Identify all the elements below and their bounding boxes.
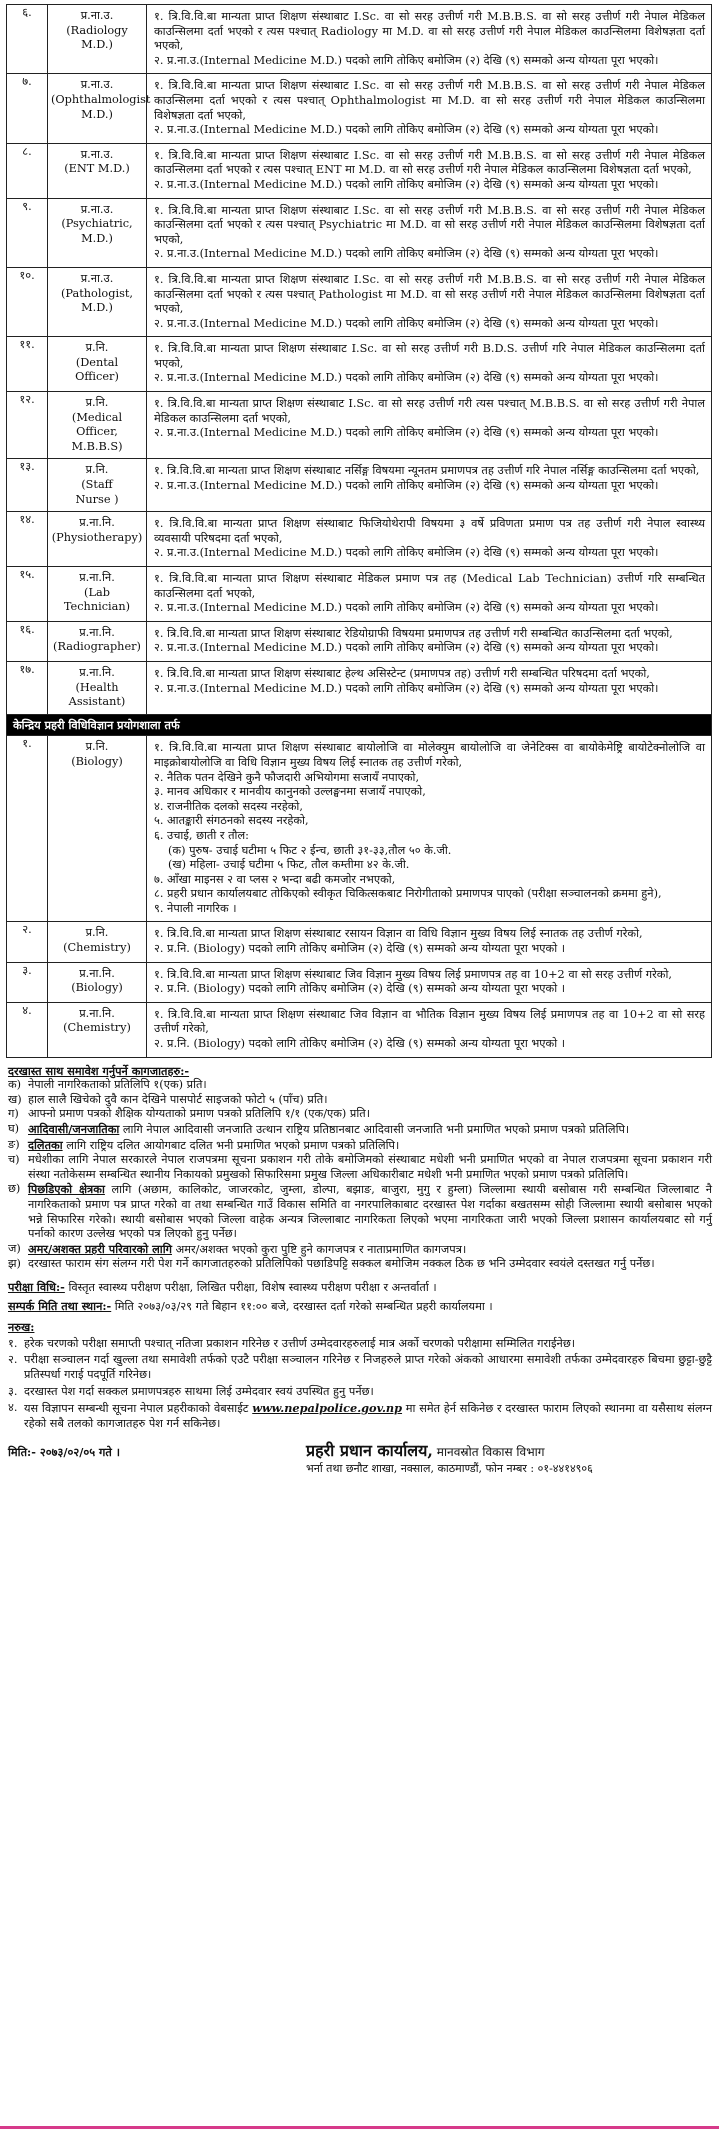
document-item-text xyxy=(28,1257,712,1272)
note-item-body: हरेक चरणको परीक्षा समाप्ती पश्चात् नतिजा प्रकाशन गरिनेछ र उत्तीर्ण उम्मेदवारहरुलाई मात्र अर्को चरणको परीक्षामा सम्मिलित गराईनेछ। xyxy=(24,1336,576,1350)
contact-text: मिति २०७३/०३/२९ गते बिहान ११:०० बजे, दरखास्त दर्ता गरेको सम्बन्धित प्रहरी कार्यालयमा । xyxy=(111,1299,493,1313)
post-line: (Biology) xyxy=(71,981,123,995)
document-item-label: छ) xyxy=(8,1182,21,1196)
serial-number: १४. xyxy=(7,512,48,567)
note-item-label: १. xyxy=(8,1336,18,1350)
serial-number: ११. xyxy=(7,337,48,392)
note-item xyxy=(8,1337,712,1352)
post-line: (Dental xyxy=(75,355,119,369)
document-item-label: ङ) xyxy=(8,1137,20,1151)
requirement-item: २. प्र.ना.उ.(Internal Medicine M.D.) पदको लागि तोकिए बमोजिम (२) देखि (९) सम्मको अन्य योग्यता पूरा भएको। xyxy=(154,426,659,440)
requirement-item: १. त्रि.वि.वि.बा मान्यता प्राप्त शिक्षण संस्थाबाट I.Sc. वा सो सरह उत्तीर्ण गरी M.B.B.S. वा सो सरह उत्तीर्ण गरी नेपाल मेडिकल काउन्सिलमा दर्ता भएको र त्यस पश्चात् Ophthalmologist मा M.D. वा सो सरह उत्तीर्ण गरी नेपाल मेडिकल काउन्सिलमा विशेषज्ञता दर्ता भएको, xyxy=(154,79,705,122)
note-item-label: २. xyxy=(8,1353,18,1367)
document-item-label: ख) xyxy=(8,1092,22,1106)
post-name xyxy=(48,337,147,392)
post-line: (Medical xyxy=(71,410,123,424)
website-link[interactable]: www.nepalpolice.gov.np xyxy=(252,1401,403,1416)
document-item-label: ग) xyxy=(8,1107,19,1121)
document-item-label: ज) xyxy=(8,1241,21,1255)
table-row xyxy=(7,337,712,392)
document-item-body: अमर/अशक्त भएको कुरा पुष्टि हुने कागजपत्र र नाताप्रमाणित कागजपत्र। xyxy=(171,1242,467,1256)
post-line: (Lab xyxy=(84,585,110,599)
post-line: प्र.ना.नि. xyxy=(79,665,115,679)
requirements xyxy=(147,621,712,661)
requirement-item: १. त्रि.वि.वि.बा मान्यता प्राप्त शिक्षण संस्थाबाट नर्सिङ्ग विषयमा न्यूनतम प्रमाणपत्र तह उत्तीर्ण गरि नेपाल नर्सिङ्ग काउन्सिलमा दर्ता भएको, xyxy=(154,464,700,478)
table-row xyxy=(7,74,712,143)
document-item-label: घ) xyxy=(8,1122,20,1135)
document-item-label: झ) xyxy=(8,1257,21,1271)
post-line: M.D.) xyxy=(81,107,113,121)
post-line: प्र.ना.उ. xyxy=(80,147,114,161)
post-line: प्र.ना.नि. xyxy=(79,1006,115,1020)
document-item-text xyxy=(28,1078,712,1093)
document-item-text xyxy=(28,1093,712,1108)
requirement-item: (ख) महिला- उचाई घटीमा ५ फिट, तौल कम्तीमा ४२ के.जी. xyxy=(168,858,410,872)
document-item-body: लागि नेपाल आदिवासी जनजाति उत्थान राष्ट्रिय प्रतिष्ठानबाट आदिवासी जनजाति भनी प्रमाणित भएको प्रमाण पत्रको प्रतिलिपि। xyxy=(119,1123,630,1136)
post-name xyxy=(48,962,147,1002)
requirement-item: २. प्र.ना.उ.(Internal Medicine M.D.) पदको लागि तोकिए बमोजिम (२) देखि (९) सम्मको अन्य योग्यता पूरा भएको। xyxy=(154,316,659,330)
qualification-table xyxy=(6,4,712,1058)
document-item-body: मधेशीका लागि नेपाल सरकारले नेपाल राजपत्रमा सूचना प्रकाशन गरी तोके बमोजिमको संस्थाबाट मधेशी भनी प्रमाणित भएको वा नेपाल राजपत्रमा सूचना प्रकाशन गरी संस्था नतोकेसम्म सम्बन्धित स्थानीय निकायको प्रमुखको सिफारिसमा प्रमुख जिल्ला अधिकारीबाट मधेशी भनी प्रमाणित भएको प्रमाण पत्रको प्रतिलिपि। xyxy=(28,1153,712,1181)
document-item xyxy=(8,1257,712,1272)
requirement-item: १. त्रि.वि.वि.बा मान्यता प्राप्त शिक्षण संस्थाबाट हेल्थ असिस्टेन्ट (प्रमाणपत्र तह) उत्तीर्ण गरी सम्बन्धित परिषदमा दर्ता भएको, xyxy=(154,666,650,680)
serial-number: १३. xyxy=(7,459,48,512)
post-line: Assistant) xyxy=(68,695,126,709)
requirements xyxy=(147,661,712,714)
serial-number: ६. xyxy=(7,5,48,74)
requirement-item: १. त्रि.वि.वि.बा मान्यता प्राप्त शिक्षण संस्थाबाट बायोलोजि वा मोलेक्युम बायोलोजि वा जेनेटिक्स वा बायोकेमेष्ट्रि बायोटेक्नोलोजि वा माइक्रोबायोलोजि वा विधि विज्ञान मुख्य विषय लिई स्नातक तह उत्तीर्ण गरेको, xyxy=(154,741,705,769)
requirement-item: ८. प्रहरी प्रधान कार्यालयबाट तोकिएको स्वीकृत चिकित्सकबाट निरोगीताको प्रमाणपत्र पाएको (परीक्षा सञ्चालनको क्रममा हुने), xyxy=(154,887,662,901)
requirement-item: १. त्रि.वि.वि.बा मान्यता प्राप्त शिक्षण संस्थाबाट I.Sc. वा सो सरह उत्तीर्ण गरी B.D.S. उत्तीर्ण गरि नेपाल मेडिकल काउन्सिलमा दर्ता भएको, xyxy=(154,342,705,370)
document-item xyxy=(8,1182,712,1241)
document-item-body: लागि राष्ट्रिय दलित आयोगबाट दलित भनी प्रमाणित भएको प्रमाण पत्रको प्रतिलिपि। xyxy=(62,1138,400,1152)
requirement-item: १. त्रि.वि.वि.बा मान्यता प्राप्त शिक्षण संस्थाबाट I.Sc. वा सो सरह उत्तीर्ण गरी M.B.B.S. वा सो सरह उत्तीर्ण गरी नेपाल मेडिकल काउन्सिलमा दर्ता भएको र त्यस पश्चात् Pathologist मा M.D. वा सो सरह उत्तीर्ण गरी नेपाल मेडिकल काउन्सिलमा विशेषज्ञता दर्ता भएको, xyxy=(154,272,705,316)
requirements xyxy=(147,337,712,392)
section-heading-row xyxy=(7,714,712,736)
requirements xyxy=(147,512,712,567)
requirement-item: २. प्र.नि. (Biology) पदको लागि तोकिए बमोजिम (२) देखि (९) सम्मको अन्य योग्यता पूरा भएको । xyxy=(154,942,566,956)
document-item xyxy=(8,1107,712,1122)
post-line: प्र.नि. xyxy=(85,463,109,477)
requirements xyxy=(147,5,712,74)
office-address: भर्ना तथा छनौट शाखा, नक्साल, काठमाण्डौं, फोन नम्बर : ०१-४४१४९०६ xyxy=(306,1462,593,1476)
post-name xyxy=(48,621,147,661)
note-item-body: दरखास्त पेश गर्दा सक्कल प्रमाणपत्रहरु साथमा लिई उम्मेदवार स्वयं उपस्थित हुनु पर्नेछ। xyxy=(24,1384,374,1398)
requirement-item: २. प्र.ना.उ.(Internal Medicine M.D.) पदको लागि तोकिए बमोजिम (२) देखि (९) सम्मको अन्य योग्यता पूरा भएको। xyxy=(154,641,659,655)
post-line: (Radiographer) xyxy=(53,640,141,654)
note-item xyxy=(8,1353,712,1382)
documents-section xyxy=(6,1064,712,1272)
serial-number: ८. xyxy=(7,143,48,198)
requirement-item: २. नैतिक पतन देखिने कुनै फौजदारी अभियोगमा सजायँ नपाएको, xyxy=(154,770,420,784)
document-item-body: लागि (अछाम, कालिकोट, जाजरकोट, जुम्ला, डोल्पा, बझाङ, बाजुरा, मुगु र हुम्ला) जिल्लामा स्थायी बसोबास गरी सम्बन्धित जिल्लाबाट नै नागरिकताको प्रमाण पत्र प्राप्त गरेको वा तथा सम्बन्धित गाउँ विकास समिति वा नगरपालिकाबाट दरखास्त पेश गर्दाका बखतसम्म सोही जिल्लामा स्थायी बसोबास भएको भन्ने सिफारिस गरेको। स्थायी बसोबास भएको जिल्ला वाहेक अन्यत्र जिल्लाबाट नागरिकता लिएको भएमा नागरिकता जारी भएको जिल्ला प्रशासन कार्यालयबाट सो गर्नु पर्नाको कारण उल्लेख भएको पत्र लिएको हुनु पर्नेछ। xyxy=(28,1183,712,1241)
post-name xyxy=(48,392,147,459)
post-name xyxy=(48,922,147,962)
requirements xyxy=(147,267,712,336)
document-item-emphasis: अमर/अशक्त प्रहरी परिवारको लागि xyxy=(28,1241,172,1256)
requirement-item: १. त्रि.वि.वि.बा मान्यता प्राप्त शिक्षण संस्थाबाट I.Sc. वा सो सरह उत्तीर्ण गरी M.B.B.S. वा सो सरह उत्तीर्ण गरी नेपाल मेडिकल काउन्सिलमा दर्ता भएको र त्यस पश्चात् Psychiatric मा M.D. वा सो सरह उत्तीर्ण गरी नेपाल मेडिकल काउन्सिलमा विशेषज्ञता दर्ता भएको, xyxy=(154,203,705,246)
post-line: प्र.ना.नि. xyxy=(79,571,115,584)
serial-number: १. xyxy=(7,736,48,922)
document-item-text xyxy=(28,1242,712,1258)
notes-title: नरुख: xyxy=(8,1320,35,1335)
notice-page xyxy=(6,4,712,1479)
footer xyxy=(6,1439,712,1479)
post-line: प्र.ना.उ. xyxy=(80,271,114,285)
requirement-item: (क) पुरुष- उचाई घटीमा ५ फिट २ ईन्च, छाती ३१-३३,तौल ५० के.जी. xyxy=(168,843,452,857)
post-line: (Health xyxy=(75,680,119,694)
office-title: प्रहरी प्रधान कार्यालय, xyxy=(306,1441,433,1461)
serial-number: १५. xyxy=(7,567,48,622)
table-row xyxy=(7,143,712,198)
post-line: M.D.) xyxy=(81,301,113,315)
requirement-item: १. त्रि.वि.वि.बा मान्यता प्राप्त शिक्षण संस्थाबाट मेडिकल प्रमाण पत्र तह (Medical Lab Technician) उत्तीर्ण गरि सम्बन्धित काउन्सिलमा दर्ता भएको, xyxy=(154,572,705,600)
requirement-item: १. त्रि.वि.वि.बा मान्यता प्राप्त शिक्षण संस्थाबाट रेडियोग्राफी विषयमा प्रमाणपत्र तह उत्तीर्ण गरी सम्बन्धित काउन्सिलमा दर्ता भएको, xyxy=(154,626,673,640)
post-name xyxy=(48,459,147,512)
table-row xyxy=(7,392,712,459)
requirement-item: २. प्र.ना.उ.(Internal Medicine M.D.) पदको लागि तोकिए बमोजिम (२) देखि (९) सम्मको अन्य योग्यता पूरा भएको। xyxy=(154,681,659,695)
requirements xyxy=(147,962,712,1002)
post-line: (Radiology xyxy=(66,23,128,37)
requirement-item: २. प्र.ना.उ.(Internal Medicine M.D.) पदको लागि तोकिए बमोजिम (२) देखि (९) सम्मको अन्य योग्यता पूरा भएको। xyxy=(154,247,659,261)
note-item-label: ३. xyxy=(8,1384,18,1398)
post-name xyxy=(48,74,151,143)
requirements xyxy=(147,74,712,143)
note-item-body: परीक्षा सञ्चालन गर्दा खुल्ला तथा समावेशी तर्फको एउटै परीक्षा सञ्चालन गरिनेछ र निजहरुले प्राप्त गरेको अंकको आधारमा समावेशी तर्फका उम्मेदवारहरु बिचमा छुट्टा-छुट्टै प्रतिस्पर्धा गराई पदपूर्ति गरिनेछ। xyxy=(24,1353,712,1381)
post-name xyxy=(48,661,147,714)
serial-number: ४. xyxy=(7,1002,48,1057)
document-item-text xyxy=(28,1138,712,1154)
document-item xyxy=(8,1078,712,1093)
table-row xyxy=(7,267,712,336)
section-heading: केन्द्रिय प्रहरी विधिविज्ञान प्रयोगशाला तर्फ xyxy=(7,714,712,736)
post-name xyxy=(48,198,147,267)
serial-number: १६. xyxy=(7,621,48,661)
document-item-text xyxy=(28,1153,712,1182)
serial-number: ३. xyxy=(7,962,48,1002)
office-name xyxy=(306,1439,545,1461)
requirements xyxy=(147,1002,712,1057)
note-item-text xyxy=(24,1385,712,1400)
post-line: (Chemistry) xyxy=(63,1021,131,1035)
post-name xyxy=(48,512,147,567)
post-line: प्र.ना.उ. xyxy=(80,78,114,92)
table-row xyxy=(7,512,712,567)
post-line: प्र.ना.उ. xyxy=(80,202,114,216)
requirement-item: २. प्र.ना.उ.(Internal Medicine M.D.) पदको लागि तोकिए बमोजिम (२) देखि (९) सम्मको अन्य योग्यता पूरा भएको। xyxy=(154,601,659,615)
post-line: (ENT M.D.) xyxy=(64,162,130,176)
note-item-text xyxy=(24,1337,712,1352)
requirement-item: २. प्र.ना.उ.(Internal Medicine M.D.) पदको लागि तोकिए बमोजिम (२) देखि (९) सम्मको अन्य योग्यता पूरा भएको। xyxy=(154,53,659,67)
table-row xyxy=(7,5,712,74)
table-row xyxy=(7,198,712,267)
table-row xyxy=(7,459,712,512)
post-line: (Pathologist, xyxy=(60,286,134,300)
contact-info xyxy=(6,1299,712,1315)
requirement-item: २. प्र.नि. (Biology) पदको लागि तोकिए बमोजिम (२) देखि (९) सम्मको अन्य योग्यता पूरा भएको । xyxy=(154,982,566,996)
note-item-text xyxy=(24,1353,712,1382)
document-item xyxy=(8,1153,712,1182)
table-row xyxy=(7,661,712,714)
serial-number: ७. xyxy=(7,74,48,143)
notes-section xyxy=(6,1320,712,1431)
post-line: Officer, xyxy=(76,425,118,439)
post-name xyxy=(48,736,147,922)
post-line: M.D.) xyxy=(81,38,113,52)
requirement-item: २. प्र.नि. (Biology) पदको लागि तोकिए बमोजिम (२) देखि (९) सम्मको अन्य योग्यता पूरा भएको । xyxy=(154,1037,566,1051)
note-item-text xyxy=(24,1401,712,1431)
post-line: (Psychiatric, xyxy=(61,217,133,231)
requirement-item: १. त्रि.वि.वि.बा मान्यता प्राप्त शिक्षण संस्थाबाट रसायन विज्ञान वा विधि विज्ञान मुख्य विषय लिई स्नातक तह उत्तीर्ण गरेको, xyxy=(154,927,643,941)
requirement-item: २. प्र.ना.उ.(Internal Medicine M.D.) पदको लागि तोकिए बमोजिम (२) देखि (९) सम्मको अन्य योग्यता पूरा भएको। xyxy=(154,123,659,137)
note-item xyxy=(8,1401,712,1431)
requirement-item: १. त्रि.वि.वि.बा मान्यता प्राप्त शिक्षण संस्थाबाट फिजियोथेरापी विषयमा ३ वर्षे प्रविणता प्रमाण पत्र तह उत्तीर्ण गरी नेपाल स्वास्थ्य व्यवसायी परिषदमा दर्ता भएको, xyxy=(154,517,705,545)
post-name xyxy=(48,5,147,74)
post-line: प्र.नि. xyxy=(85,341,109,355)
serial-number: १०. xyxy=(7,267,48,336)
requirement-item: २. प्र.ना.उ.(Internal Medicine M.D.) पदको लागि तोकिए बमोजिम (२) देखि (९) सम्मको अन्य योग्यता पूरा भएको। xyxy=(154,371,659,385)
document-item-label: च) xyxy=(8,1153,20,1167)
post-name xyxy=(48,567,147,622)
post-line: प्र.ना.उ. xyxy=(80,9,114,22)
exam-method xyxy=(6,1280,712,1296)
serial-number: ९. xyxy=(7,198,48,267)
post-line: प्र.नि. xyxy=(85,926,109,940)
requirements xyxy=(147,922,712,962)
requirement-item: २. प्र.ना.उ.(Internal Medicine M.D.) पदको लागि तोकिए बमोजिम (२) देखि (९) सम्मको अन्य योग्यता पूरा भएको। xyxy=(154,546,659,560)
post-name xyxy=(48,1002,147,1057)
note-item-label: ४. xyxy=(8,1401,18,1415)
requirement-item: १. त्रि.वि.वि.बा मान्यता प्राप्त शिक्षण संस्थाबाट जिव विज्ञान वा भौतिक विज्ञान मुख्य विषय लिई प्रमाणपत्र तह वा 10+2 वा सो सरह उत्तीर्ण गरेको, xyxy=(154,1007,705,1036)
serial-number: २. xyxy=(7,922,48,962)
notice-date: मिति:- २०७३/०२/०५ गते । xyxy=(8,1445,121,1460)
table-row xyxy=(7,1002,712,1057)
requirement-item: ३. मानव अधिकार र मानवीय कानुनको उल्लङ्घनमा सजायँ नपाएको, xyxy=(154,785,426,799)
requirement-item: १. त्रि.वि.वि.बा मान्यता प्राप्त शिक्षण संस्थाबाट I.Sc. वा सो सरह उत्तीर्ण गरी M.B.B.S. वा सो सरह उत्तीर्ण गरी नेपाल मेडिकल काउन्सिलमा दर्ता भएको र त्यस पश्चात् Radiology मा M.D. वा सो सरह उत्तीर्ण गरी नेपाल मेडिकल काउन्सिलमा विशेषज्ञता दर्ता भएको, xyxy=(154,10,705,53)
post-line: Officer) xyxy=(75,370,119,384)
requirement-item: ५. आतङ्कारी संगठनको सदस्य नरहेको, xyxy=(154,814,309,828)
document-item-label: क) xyxy=(8,1078,22,1092)
document-item-text xyxy=(28,1107,712,1122)
post-line: (Staff xyxy=(81,478,113,492)
exam-method-label: परीक्षा विधि:- xyxy=(8,1279,65,1294)
post-line: प्र.नि. xyxy=(85,396,109,410)
post-line: M.B.B.S) xyxy=(71,439,123,453)
requirement-item: ६. उचाई, छाती र तौल: xyxy=(154,828,249,842)
bottom-divider xyxy=(0,2126,719,2129)
table-row xyxy=(7,736,712,922)
table-row xyxy=(7,922,712,962)
post-line: प्र.ना.नि. xyxy=(79,516,115,530)
requirements xyxy=(147,736,712,922)
post-line: (Biology) xyxy=(71,754,123,768)
document-item-body: हाल सालै खिचेको दुवै कान देखिने पासपोर्ट साइजको फोटो ५ (पाँच) प्रति। xyxy=(28,1092,328,1106)
note-item-body-cont: मा समेत हेर्न सकिनेछ र दरखास्त फाराम लिएको स्थानमा वा यसैसाथ संलग्न रहेको सबै तलको कागजातहरु पेश गर्न सकिनेछ। xyxy=(24,1402,712,1430)
document-item xyxy=(8,1122,712,1138)
table-row xyxy=(7,621,712,661)
serial-number: १७. xyxy=(7,661,48,714)
requirements xyxy=(147,198,712,267)
post-line: Nurse ) xyxy=(75,492,119,506)
contact-label: सम्पर्क मिति तथा स्थान:- xyxy=(8,1298,112,1313)
document-item-emphasis: दलितका xyxy=(28,1137,63,1152)
post-name xyxy=(48,267,147,336)
document-item-text xyxy=(28,1122,712,1138)
post-name xyxy=(48,143,147,198)
document-item-emphasis: पिछडिएको क्षेत्रका xyxy=(28,1182,105,1197)
post-line: प्र.ना.नि. xyxy=(79,625,115,639)
post-line: (Ophthalmologist xyxy=(51,92,151,106)
post-line: (Physiotherapy) xyxy=(51,530,143,544)
requirements xyxy=(147,143,712,198)
post-line: (Chemistry) xyxy=(63,941,131,955)
exam-method-text: विस्तृत स्वास्थ्य परीक्षण परीक्षा, लिखित परीक्षा, विशेष स्वास्थ्य परीक्षण परीक्षा र अन्तर्वार्ता । xyxy=(64,1280,437,1294)
post-line: Technician) xyxy=(63,600,131,614)
requirement-item: ९. नेपाली नागरिक । xyxy=(154,901,237,915)
requirements xyxy=(147,459,712,512)
requirements xyxy=(147,567,712,622)
office-department: मानवस्रोत विकास विभाग xyxy=(432,1445,545,1460)
document-item xyxy=(8,1138,712,1154)
note-item-body: यस विज्ञापन सम्बन्धी सूचना नेपाल प्रहरीकाको वेबसाईट xyxy=(24,1402,253,1416)
table-row xyxy=(7,567,712,622)
serial-number: १२. xyxy=(7,392,48,459)
requirement-item: १. त्रि.वि.वि.बा मान्यता प्राप्त शिक्षण संस्थाबाट I.Sc. वा सो सरह उत्तीर्ण गरी त्यस पश्चात् M.B.B.S. वा सो सरह उत्तीर्ण गरी नेपाल मेडिकल काउन्सिलमा दर्ता भएको, xyxy=(154,397,705,425)
document-item-text xyxy=(28,1182,712,1241)
requirement-item: ४. राजनीतिक दलको सदस्य नरहेको, xyxy=(154,799,303,813)
post-line: प्र.नि. xyxy=(85,740,109,754)
document-item xyxy=(8,1242,712,1258)
documents-title: दरखास्त साथ समावेश गर्नुपर्ने कागजातहरु:- xyxy=(8,1063,190,1078)
document-item-body: दरखास्त फाराम संग संलग्न गरी पेश गर्ने कागजातहरुको प्रतिलिपिको पछाडिपट्टि सक्कल बमोजिम नक्कल ठिक छ भनि उम्मेदवार स्वयंले दस्तखत गर्नु पर्नेछ। xyxy=(28,1257,655,1271)
requirement-item: ७. आँखा माइनस २ वा प्लस २ भन्दा बढी कमजोर नभएको, xyxy=(154,872,396,886)
note-item xyxy=(8,1385,712,1400)
requirements xyxy=(147,392,712,459)
table-row xyxy=(7,962,712,1002)
document-item-body: नेपाली नागरिकताको प्रतिलिपि १(एक) प्रति। xyxy=(28,1078,207,1092)
document-item-emphasis: आदिवासी/जनजातिका xyxy=(28,1122,120,1136)
requirement-item: १. त्रि.वि.वि.बा मान्यता प्राप्त शिक्षण संस्थाबाट I.Sc. वा सो सरह उत्तीर्ण गरी M.B.B.S. वा सो सरह उत्तीर्ण गरी नेपाल मेडिकल काउन्सिलमा दर्ता भएको र त्यस पश्चात् ENT मा M.D. वा सो सरह उत्तीर्ण गरी नेपाल मेडिकल काउन्सिलमा विशेषज्ञता दर्ता भएको, xyxy=(154,148,705,177)
post-line: प्र.ना.नि. xyxy=(79,966,115,980)
post-line: M.D.) xyxy=(81,231,113,245)
requirement-item: १. त्रि.वि.वि.बा मान्यता प्राप्त शिक्षण संस्थाबाट जिव विज्ञान मुख्य विषय लिई प्रमाणपत्र तह वा 10+2 वा सो सरह उत्तीर्ण गरेको, xyxy=(154,967,672,981)
requirement-item: २. प्र.ना.उ.(Internal Medicine M.D.) पदको लागि तोकिए बमोजिम (२) देखि (९) सम्मको अन्य योग्यता पूरा भएको। xyxy=(154,177,659,191)
document-item xyxy=(8,1093,712,1108)
requirement-item: २. प्र.ना.उ.(Internal Medicine M.D.) पदको लागि तोकिए बमोजिम (२) देखि (९) सम्मको अन्य योग्यता पूरा भएको। xyxy=(154,479,659,493)
document-item-body: आफ्नो प्रमाण पत्रको शैक्षिक योग्यताको प्रमाण पत्रको प्रतिलिपि १/१ (एक/एक) प्रति। xyxy=(28,1107,371,1121)
